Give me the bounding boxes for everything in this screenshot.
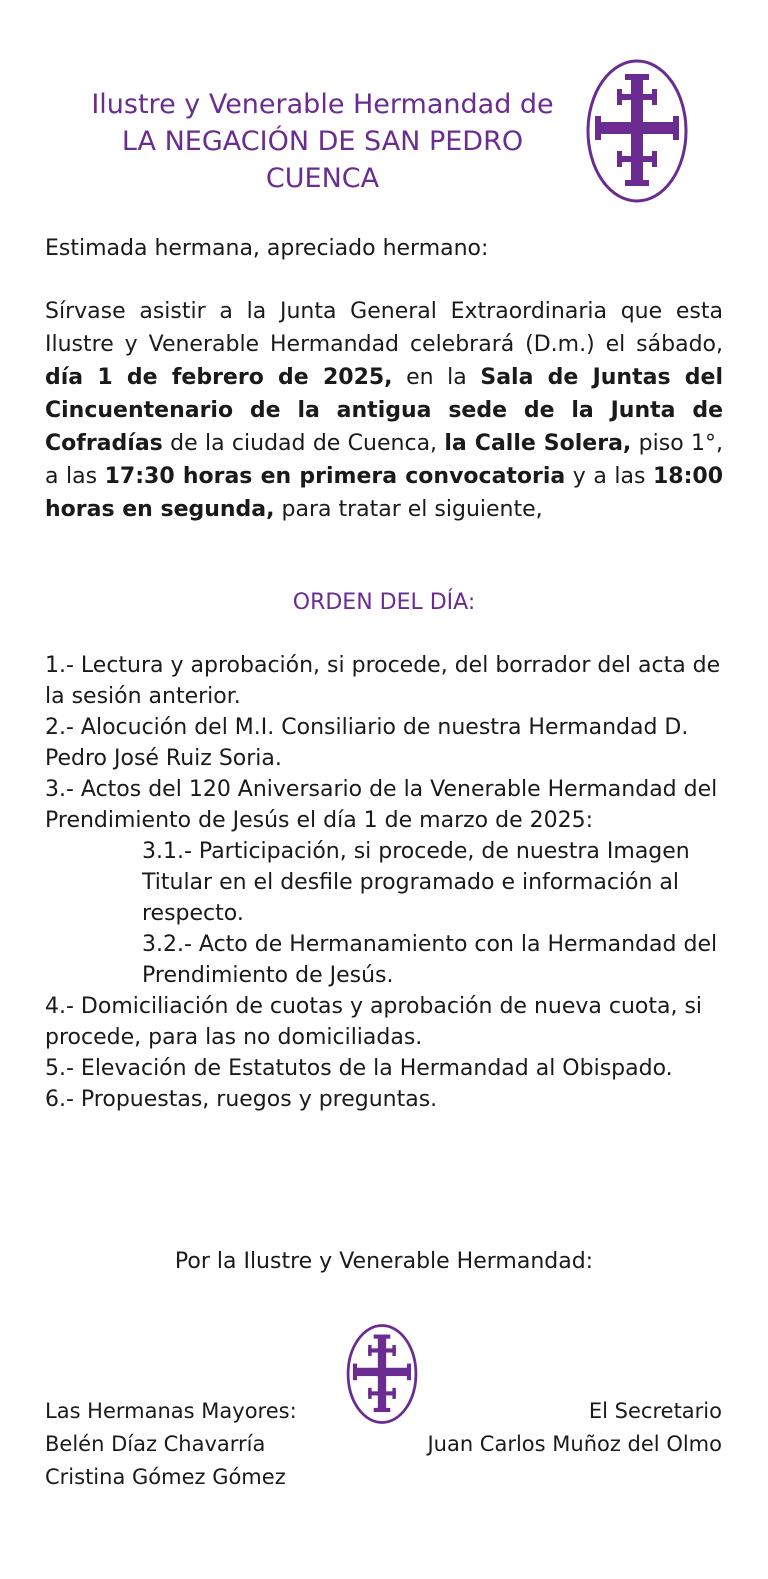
header-line-2: LA NEGACIÓN DE SAN PEDRO bbox=[121, 126, 524, 157]
body-text-2: en la bbox=[392, 365, 481, 390]
agenda-item: 5.- Elevación de Estatutos de la Hermandad al Obispado. bbox=[45, 1056, 673, 1081]
header-line-1: Ilustre y Venerable Hermandad de bbox=[91, 89, 554, 120]
body-second-call: 18:00 horas en segunda, bbox=[45, 464, 723, 522]
convocation-paragraph bbox=[45, 295, 723, 526]
agenda-item: 2.- Alocución del M.I. Consiliario de nuestra Hermandad D. Pedro José Ruiz Soria. bbox=[45, 715, 689, 771]
body-text-4: piso 1°, a las bbox=[45, 431, 723, 489]
body-venue: Sala de Juntas del Cincuentenario de la antigua sede de la Junta de Cofradías bbox=[45, 365, 723, 456]
cross-emblem-icon bbox=[346, 1323, 418, 1425]
agenda-subitem: 3.2.- Acto de Hermanamiento con la Hermandad del Prendimiento de Jesús. bbox=[142, 932, 718, 988]
signature-right-title: El Secretario bbox=[588, 1399, 722, 1423]
cross-emblem-icon bbox=[585, 58, 689, 204]
body-text-1: Sírvase asistir a la Junta General Extraordinaria que esta Ilustre y Venerable Hermandad celebrará (D.m.) el sábado, bbox=[45, 299, 723, 357]
body-text-5: y a las bbox=[565, 464, 653, 489]
agenda-list bbox=[45, 650, 735, 1115]
agenda-title: ORDEN DEL DÍA: bbox=[292, 590, 476, 615]
body-text-3: de la ciudad de Cuenca, bbox=[162, 431, 445, 456]
body-text-6: para tratar el siguiente, bbox=[274, 497, 543, 522]
header-line-3: CUENCA bbox=[265, 163, 380, 194]
brotherhood-header bbox=[40, 86, 605, 197]
body-street: la Calle Solera, bbox=[444, 431, 632, 456]
body-first-call: 17:30 horas en primera convocatoria bbox=[104, 464, 566, 489]
agenda-item: 4.- Domiciliación de cuotas y aprobación de nueva cuota, si procede, para las no domiciliadas. bbox=[45, 994, 703, 1050]
agenda-item: 6.- Propuestas, ruegos y preguntas. bbox=[45, 1087, 438, 1112]
agenda-item: 3.- Actos del 120 Aniversario de la Venerable Hermandad del Prendimiento de Jesús el día 1 de marzo de 2025: bbox=[45, 777, 718, 833]
signature-right-name: Juan Carlos Muñoz del Olmo bbox=[427, 1432, 722, 1456]
signature-left-name: Cristina Gómez Gómez bbox=[45, 1465, 286, 1489]
agenda-subitem: 3.1.- Participación, si procede, de nuestra Imagen Titular en el desfile programado e información al respecto. bbox=[142, 839, 690, 926]
body-date: día 1 de febrero de 2025, bbox=[45, 365, 393, 390]
agenda-item: 1.- Lectura y aprobación, si procede, del borrador del acta de la sesión anterior. bbox=[45, 653, 721, 709]
signature-right bbox=[427, 1395, 722, 1461]
signature-left bbox=[45, 1395, 297, 1494]
signature-left-title: Las Hermanas Mayores: bbox=[45, 1399, 297, 1423]
signature-left-name: Belén Díaz Chavarría bbox=[45, 1432, 266, 1456]
closing-line: Por la Ilustre y Venerable Hermandad: bbox=[174, 1249, 594, 1274]
greeting: Estimada hermana, apreciado hermano: bbox=[45, 236, 489, 261]
